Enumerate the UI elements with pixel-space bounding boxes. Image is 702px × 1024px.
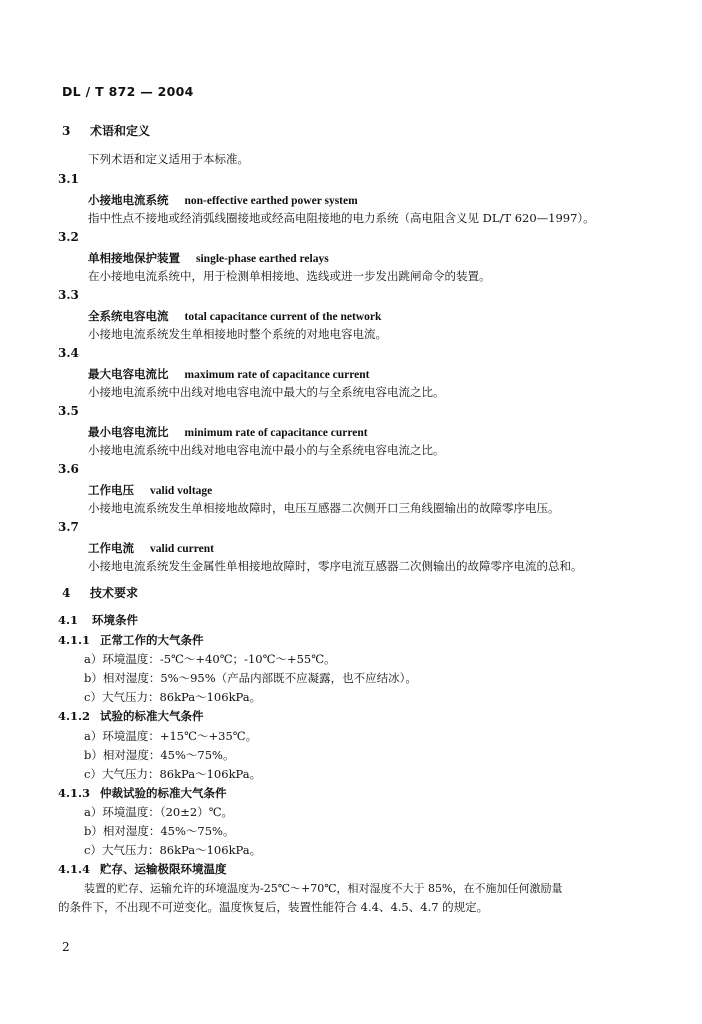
term-en: non-effective earthed power system (184, 195, 358, 207)
term-number: 3.4 (58, 346, 79, 360)
subsection-number: 4.1.2 (58, 709, 91, 723)
term-en: single-phase earthed relays (196, 253, 329, 265)
subsection-4-1-3-heading (58, 785, 227, 801)
subsection-number: 4.1 (58, 613, 79, 627)
term-title (88, 540, 214, 556)
term-zh: 最小电容电流比 (88, 425, 169, 439)
term-zh: 小接地电流系统 (88, 193, 169, 207)
term-zh: 单相接地保护装置 (88, 251, 180, 265)
term-zh: 工作电流 (88, 541, 134, 555)
term-en: total capacitance current of the network (184, 311, 382, 323)
subsection-title: 正常工作的大气条件 (100, 633, 204, 647)
term-title (88, 308, 381, 324)
term-definition: 小接地电流系统发生单相接地故障时，电压互感器二次侧开口三角线圈输出的故障零序电压。 (88, 501, 560, 515)
subsection-number: 4.1.3 (58, 786, 91, 800)
term-title (88, 424, 368, 440)
list-item: a）环境温度：-5℃～+40℃；-10℃～+55℃。 (84, 652, 336, 666)
term-title (88, 192, 358, 208)
term-zh: 工作电压 (88, 483, 134, 497)
term-definition: 在小接地电流系统中，用于检测单相接地、选线或进一步发出跳闸命令的装置。 (88, 269, 491, 283)
term-number: 3.6 (58, 462, 79, 476)
term-definition: 指中性点不接地或经消弧线圈接地或经高电阻接地的电力系统（高电阻含义见 DL/T 620—1997）。 (88, 211, 595, 225)
term-en: minimum rate of capacitance current (184, 427, 368, 439)
subsection-4-1-heading (58, 612, 138, 628)
subsection-title: 试验的标准大气条件 (100, 709, 204, 723)
subsection-4-1-1-heading (58, 632, 204, 648)
section-3-intro: 下列术语和定义适用于本标准。 (88, 152, 249, 166)
term-en: valid voltage (150, 485, 213, 497)
subsection-title: 仲裁试验的标准大气条件 (100, 786, 227, 800)
list-item: b）相对湿度：45%～75%。 (84, 824, 235, 838)
list-item: c）大气压力：86kPa～106kPa。 (84, 767, 262, 781)
paragraph-line: 的条件下，不出现不可逆变化。温度恢复后，装置性能符合 4.4、4.5、4.7 的规定。 (58, 900, 489, 914)
term-number: 3.7 (58, 520, 79, 534)
subsection-4-1-2-heading (58, 708, 204, 724)
term-en: valid current (150, 543, 214, 555)
term-title (88, 366, 370, 382)
subsection-number: 4.1.1 (58, 633, 91, 647)
list-item: a）环境温度：+15℃～+35℃。 (84, 729, 258, 743)
term-en: maximum rate of capacitance current (184, 369, 370, 381)
term-zh: 最大电容电流比 (88, 367, 169, 381)
list-item: b）相对湿度：45%～75%。 (84, 748, 235, 762)
section-number: 4 (62, 586, 71, 600)
term-definition: 小接地电流系统中出线对地电容电流中最小的与全系统电容电流之比。 (88, 443, 445, 457)
standard-header: DL / T 872 — 2004 (62, 84, 194, 99)
subsection-4-1-4-heading (58, 861, 227, 877)
subsection-title: 贮存、运输极限环境温度 (100, 862, 227, 876)
subsection-number: 4.1.4 (58, 862, 91, 876)
section-number: 3 (62, 124, 71, 138)
section-4-heading (62, 584, 138, 601)
term-definition: 小接地电流系统发生金属性单相接地故障时，零序电流互感器二次侧输出的故障零序电流的总和。 (88, 559, 583, 573)
list-item: c）大气压力：86kPa～106kPa。 (84, 843, 262, 857)
term-number: 3.3 (58, 288, 79, 302)
paragraph-line: 装置的贮存、运输允许的环境温度为-25℃～+70℃，相对湿度不大于 85%，在不施加任何激励量 (84, 882, 563, 895)
page-number: 2 (62, 940, 70, 954)
section-3-heading (62, 122, 150, 139)
term-definition: 小接地电流系统发生单相接地时整个系统的对地电容电流。 (88, 327, 387, 341)
subsection-title: 环境条件 (92, 613, 138, 627)
term-number: 3.2 (58, 230, 79, 244)
term-title (88, 482, 212, 498)
term-number: 3.5 (58, 404, 79, 418)
term-number: 3.1 (58, 172, 79, 186)
term-zh: 全系统电容电流 (88, 309, 169, 323)
term-title (88, 250, 329, 266)
section-title: 术语和定义 (90, 124, 151, 138)
list-item: c）大气压力：86kPa～106kPa。 (84, 690, 262, 704)
list-item: b）相对湿度：5%～95%（产品内部既不应凝露，也不应结冰）。 (84, 671, 417, 685)
list-item: a）环境温度：（20±2）℃。 (84, 805, 234, 819)
term-definition: 小接地电流系统中出线对地电容电流中最大的与全系统电容电流之比。 (88, 385, 445, 399)
section-title: 技术要求 (90, 586, 139, 600)
